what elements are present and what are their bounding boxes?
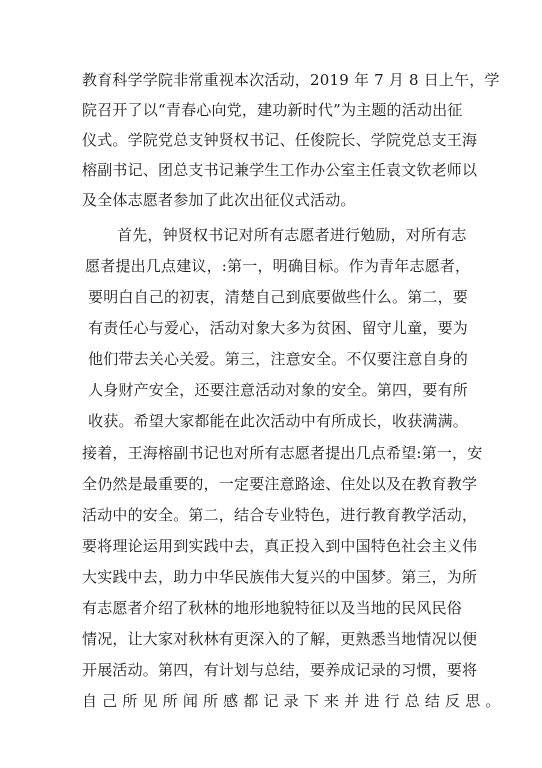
text-line: 活动中的安全。第二，结合专业特色，进行教育教学活动， xyxy=(82,506,478,524)
text-line: 仪式。学院党总支钟贤权书记、任俊院长、学院党总支王海 xyxy=(82,131,478,149)
text-line: 情况，让大家对秋林有更深入的了解，更熟悉当地情况以便 xyxy=(82,630,478,648)
text-line: 接着，王海榕副书记也对所有志愿者提出几点希望:第一，安 xyxy=(82,444,483,462)
text-line: 有志愿者介绍了秋林的地形地貌特征以及当地的民风民俗 xyxy=(82,599,463,617)
text-line: 人身财产安全，还要注意活动对象的安全。第四，要有所 xyxy=(88,381,469,399)
text-line: 有责任心与爱心，活动对象大多为贫困、留守儿童，要为 xyxy=(88,319,469,337)
text-line: 全仍然是最重要的，一定要注意路途、住处以及在教育教学 xyxy=(82,475,478,493)
text-line: 愿者提出几点建议，:第一，明确目标。作为青年志愿者， xyxy=(85,257,471,275)
text-line: 大实践中去，助力中华民族伟大复兴的中国梦。第三，为所 xyxy=(82,568,478,586)
text-line: 开展活动。第四，有计划与总结，要养成记录的习惯，要将 xyxy=(82,661,478,679)
text-line: 榕副书记、团总支书记兼学生工作办公室主任袁文钦老师以 xyxy=(82,161,478,179)
text-line: 收获。希望大家都能在此次活动中有所成长，收获满满。 xyxy=(88,412,469,430)
text-line: 要将理论运用到实践中去，真正投入到中国特色社会主义伟 xyxy=(82,537,478,555)
text-line: 首先，钟贤权书记对所有志愿者进行勉励，对所有志 xyxy=(117,226,467,244)
text-line: 教育科学学院非常重视本次活动，2019 年 7 月 8 日上午，学 xyxy=(82,71,500,89)
text-line: 他们带去关心关爱。第三，注意安全。不仅要注意自身的 xyxy=(88,350,469,368)
text-line: 自 己 所 见 所 闻 所 感 都 记 录 下 来 并 进 行 总 结 反 思 。 xyxy=(82,692,501,710)
text-line: 要明白自己的初衷，清楚自己到底要做些什么。第二，要 xyxy=(88,288,469,306)
text-line: 及全体志愿者参加了此次出征仪式活动。 xyxy=(82,191,356,209)
text-line: 院召开了以“青春心向党，建功新时代”为主题的活动出征 xyxy=(82,101,463,119)
